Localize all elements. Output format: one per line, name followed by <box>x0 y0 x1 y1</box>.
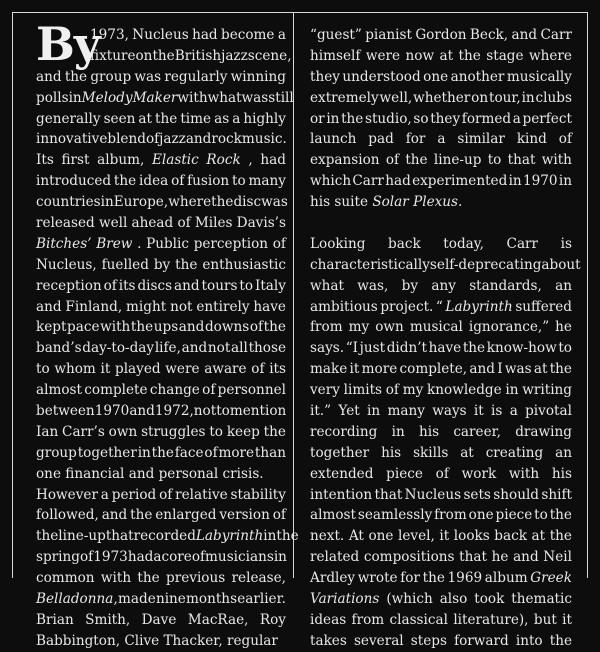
text-line: next. At one level, it looks back at the <box>310 528 572 545</box>
text-line: make it more complete, and I was at the <box>310 361 572 378</box>
text-line: Looking back today, Carr is <box>310 235 572 252</box>
text-line: or in the studio, so they formed a perfect <box>310 110 572 127</box>
text-line: launch pad for a similar kind of <box>310 131 572 148</box>
drop-cap: By <box>36 17 100 71</box>
text-line: intention that Nucleus sets should shift <box>310 486 572 503</box>
text-line: Nucleus, fuelled by the enthusiastic <box>36 256 286 273</box>
text-line: polls in Melody Maker with what was still <box>36 89 294 106</box>
paragraph-gap <box>310 213 572 234</box>
text-line: ideas from classical literature), but it <box>310 611 572 628</box>
text-line: However a period of relative stability <box>36 486 286 503</box>
text-line: one financial and personal crisis. <box>36 465 264 482</box>
text-line: related compositions that he and Neil <box>310 549 572 566</box>
text-line: himself were now at the stage where <box>310 47 572 64</box>
text-line: they understood one another musically <box>310 68 572 85</box>
text-line: 1973, Nucleus had become a <box>90 27 286 43</box>
text-line: Variations (which also took thematic <box>310 591 572 608</box>
text-line: group together in the face of more than <box>36 444 286 461</box>
text-line: his suite Solar Plexus. <box>310 194 463 211</box>
text-line: and Finland, might not entirely have <box>36 298 286 315</box>
text-line: band’s day-to-day life, and not all those <box>36 340 286 357</box>
text-line: very limits of my knowledge in writing <box>310 382 572 399</box>
text-line: the line-up that recorded Labyrinth in the <box>36 528 299 545</box>
text-line: ambitious project. “ Labyrinth suffered <box>310 298 572 315</box>
text-line: almost seamlessly from one piece to the <box>310 507 572 524</box>
text-line: takes several steps forward into the <box>310 632 572 649</box>
text-line: which Carr had experimented in 1970 in <box>310 173 572 190</box>
text-line: followed, and the enlarged version of <box>36 507 286 524</box>
right-column <box>310 25 581 652</box>
text-line: Belladonna , made nine months earlier. <box>36 591 286 608</box>
text-line: Ardley wrote for the 1969 album Greek <box>310 570 572 587</box>
text-line: Babbington, Clive Thacker, regular <box>36 632 278 649</box>
text-line: Its first album, Elastic Rock , had <box>36 152 286 169</box>
text-line: common with the previous release, <box>36 570 286 587</box>
text-line: together his skills at creating an <box>310 444 572 461</box>
text-line: spring of 1973 had a core of musicians in <box>36 549 287 566</box>
text-line: expansion of the line-up to that with <box>310 152 572 169</box>
text-line: released well ahead of Miles Davis’s <box>36 215 286 232</box>
text-line: Brian Smith, Dave MacRae, Roy <box>36 611 286 628</box>
text-line: extended piece of work with his <box>310 465 572 482</box>
text-line: recording in his career, drawing <box>310 423 572 440</box>
left-column <box>36 25 299 652</box>
text-line: Bitches’ Brew . Public perception of <box>36 235 286 252</box>
text-line: generally seen at the time as a highly <box>36 110 286 127</box>
text-line: almost complete change of personnel <box>36 382 286 399</box>
text-line: characteristically self-deprecating about <box>310 256 581 273</box>
text-line: extremely well, whether on tour, in clubs <box>310 89 572 106</box>
text-line: countries in Europe, where the disc was <box>36 194 288 211</box>
text-line: says. “I just didn’t have the know-how to <box>310 340 572 357</box>
text-line: kept pace with the ups and downs of the <box>36 319 286 336</box>
text-line: fixture on the British jazz scene, <box>90 47 292 64</box>
text-line: to whom it played were aware of its <box>36 361 286 378</box>
text-line: from my own musical ignorance,” he <box>310 319 572 336</box>
text-line: and the group was regularly winning <box>36 68 286 85</box>
text-line: “guest” pianist Gordon Beck, and Carr <box>310 27 572 43</box>
text-line: between 1970 and 1972, not to mention <box>36 403 287 420</box>
text-line: innovative blend of jazz and rock music. <box>36 131 287 148</box>
text-line: introduced the idea of fusion to many <box>36 173 286 190</box>
text-line: reception of its discs and tours to Italy <box>36 277 286 294</box>
text-line: it.” Yet in many ways it is a pivotal <box>310 403 572 420</box>
text-line: what was, by any standards, an <box>310 277 572 294</box>
text-line: Ian Carr’s own struggles to keep the <box>36 423 286 440</box>
